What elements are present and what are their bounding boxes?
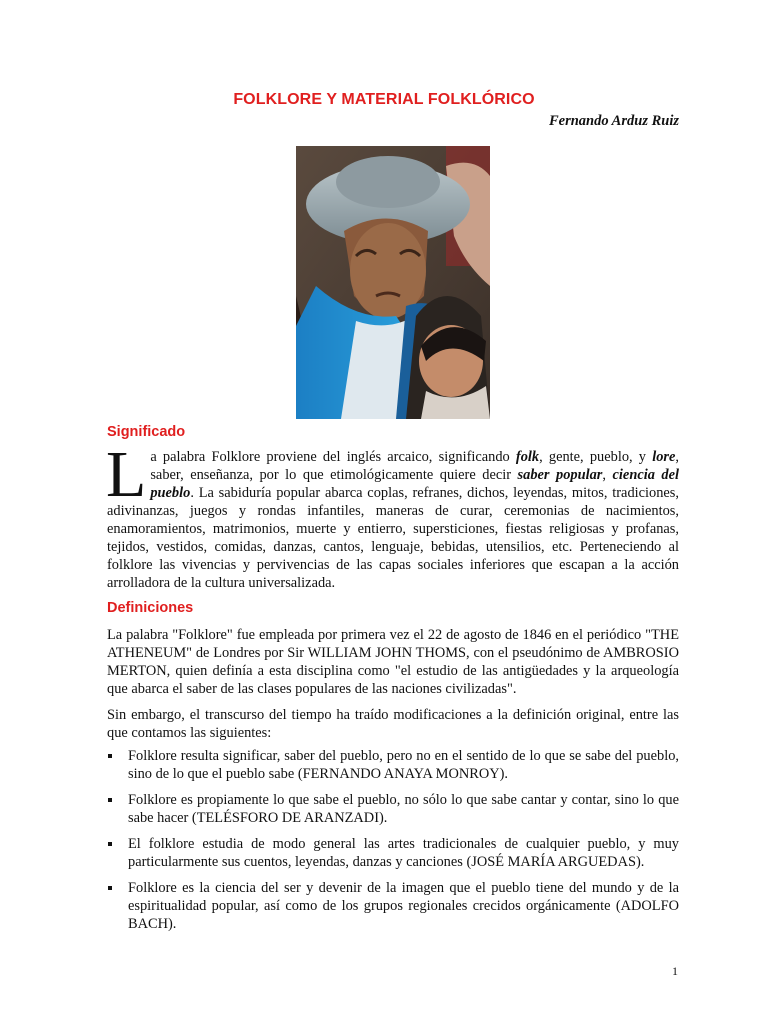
definiciones-paragraph-2: Sin embargo, el transcurso del tiempo ha traído modificaciones a la definición original, entre las que contamos las siguientes: [107, 707, 679, 741]
drop-cap: L [106, 438, 147, 511]
bullet-icon [108, 798, 112, 802]
definiciones-paragraph-1: La palabra "Folklore" fue empleada por primera vez el 22 de agosto de 1846 en el periódico "THE ATHENEUM" de Londres por Sir WILLIAM JOHN THOMS, con el pseudónimo de AMBROSIO MERTON, quien definía a esta disciplina como "el estudio de las antigüedades y la arqueología que abarca el saber de las clases populares de las naciones civilizadas". [107, 627, 679, 697]
author-name: Fernando Arduz Ruiz [548, 113, 679, 129]
list-item: Folklore resulta significar, saber del pueblo, pero no en el sentido de lo que se sabe del pueblo, sino de lo que el pueblo sabe (FERNANDO ANAYA MONROY). [107, 747, 679, 783]
bullet-icon [108, 842, 112, 846]
definitions-list [107, 747, 679, 941]
section-heading-significado: Significado [107, 424, 186, 440]
page-number: 1 [672, 964, 678, 978]
list-item: El folklore estudia de modo general las artes tradicionales de cualquier pueblo, y muy particularmente sus cuentos, leyendas, danzas y canciones (JOSÉ MARÍA ARGUEDAS). [107, 835, 679, 871]
significado-paragraph: La palabra Folklore proviene del inglés arcaico, significando folk, gente, pueblo, y lore, saber, enseñanza, por lo que etimológicamente quiere decir saber popular, ciencia del pueblo. La sabiduría popular abarca coplas, refranes, dichos, leyendas, mitos, tradiciones, adivinanzas, juegos y rondas infantiles, maneras de curar, ceremonias de nacimientos, enamoramientos, matrimonios, muerte y entierro, supersticiones, fiestas religiosas y profanas, tejidos, vestidos, comidas, danzas, cantos, lenguaje, bebidas, utensilios, etc. Perteneciendo al folklore las vivencias y pervivencias de las capas sociales inferiores que escapan a la acción arrolladora de la cultura universalizada. [106, 438, 679, 591]
woman-photo [296, 146, 490, 419]
section-heading-definiciones: Definiciones [107, 600, 194, 616]
document-title: FOLKLORE Y MATERIAL FOLKLÓRICO [233, 91, 535, 108]
list-item: Folklore es la ciencia del ser y devenir de la imagen que el pueblo tiene del mundo y de la espiritualidad popular, así como de los grupos regionales crecidos orgánicamente (ADOLFO BACH). [107, 879, 679, 933]
bullet-icon [108, 886, 112, 890]
list-item: Folklore es propiamente lo que sabe el pueblo, no sólo lo que sabe cantar y contar, sino lo que sabe hacer (TELÉSFORO DE ARANZADI). [107, 791, 679, 827]
bullet-icon [108, 754, 112, 758]
